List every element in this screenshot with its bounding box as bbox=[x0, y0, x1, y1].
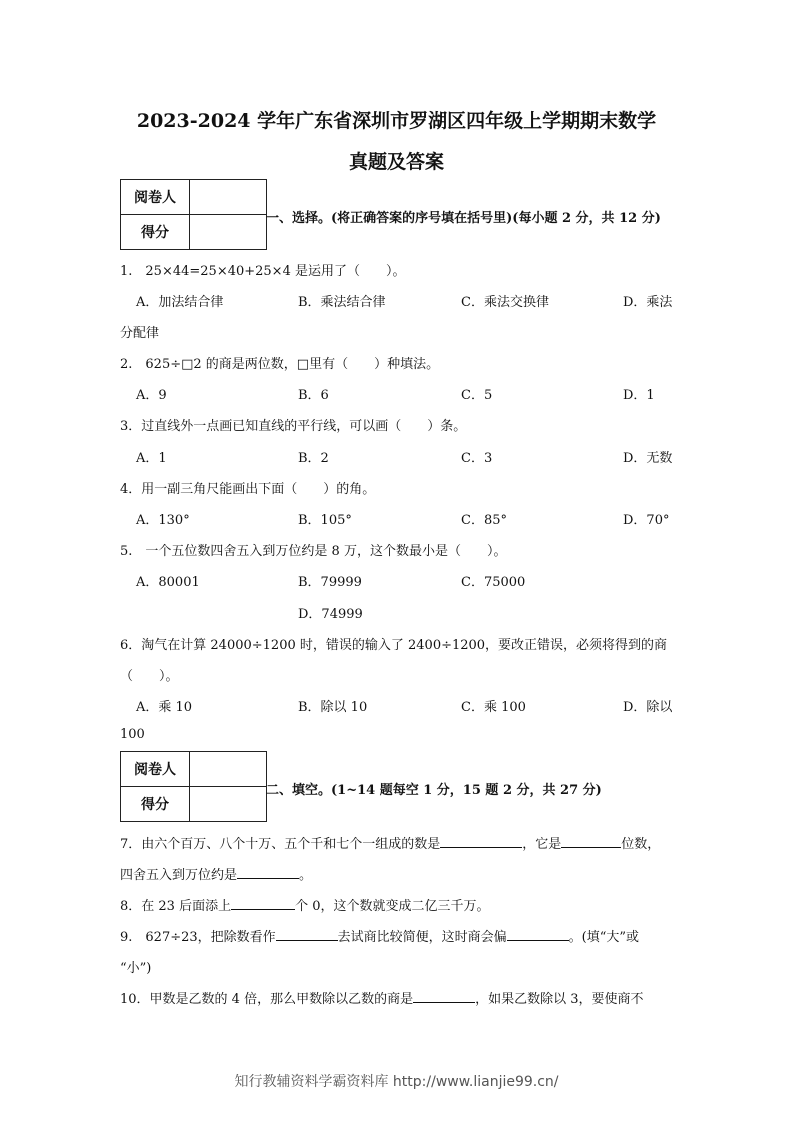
question-8 bbox=[120, 895, 489, 914]
q1-option-b: B．乘法结合律 bbox=[298, 295, 386, 310]
q3-option-a: A．1 bbox=[136, 451, 167, 466]
q1-option-d-cont: 分配律 bbox=[120, 326, 160, 341]
reviewer-cell bbox=[190, 752, 267, 787]
section-heading-choice: 一、选择。(将正确答案的序号填在括号里)(每小题 2 分，共 12 分) bbox=[266, 211, 661, 226]
q5-option-d: D．74999 bbox=[298, 607, 363, 622]
score-label: 得分 bbox=[121, 215, 190, 250]
q7-text-1: 7．由六个百万、八个十万、五个千和七个一组成的数是 bbox=[120, 837, 441, 852]
q2-option-c: C．5 bbox=[461, 388, 493, 403]
q6-option-c: C．乘 100 bbox=[461, 700, 526, 715]
q9-blank-2[interactable] bbox=[507, 926, 569, 941]
question-6-stem-cont: （ ）。 bbox=[120, 669, 179, 684]
q9-text-3: 。(填“大”或 bbox=[568, 930, 640, 945]
q6-option-d: D．除以 bbox=[623, 700, 673, 715]
question-10 bbox=[120, 988, 643, 1007]
q7-text-3: 位数， bbox=[621, 837, 661, 852]
q7-text-5: 。 bbox=[299, 868, 313, 883]
q4-option-b: B．105° bbox=[298, 513, 352, 528]
q1-option-a: A．加法结合律 bbox=[136, 295, 224, 310]
document-title-line2: 真题及答案 bbox=[348, 151, 444, 173]
q4-option-d: D．70° bbox=[623, 513, 670, 528]
q2-option-d: D．1 bbox=[623, 388, 655, 403]
q7-blank-1[interactable] bbox=[440, 833, 522, 848]
question-5-stem: 5. 一个五位数四舍五入到万位约是 8 万，这个数最小是（ ）。 bbox=[120, 544, 507, 559]
q6-option-d-cont: 100 bbox=[120, 727, 145, 742]
q4-option-c: C．85° bbox=[461, 513, 507, 528]
question-6-stem: 6．淘气在计算 24000÷1200 时，错误的输入了 2400÷1200，要改正错误，必须将得到的商 bbox=[120, 638, 668, 653]
score-cell bbox=[190, 787, 267, 822]
q6-option-b: B．除以 10 bbox=[298, 700, 368, 715]
q5-option-c: C．75000 bbox=[461, 575, 526, 590]
q8-text-1: 8．在 23 后面添上 bbox=[120, 899, 232, 914]
question-9-line1 bbox=[120, 926, 639, 945]
reviewer-cell bbox=[190, 180, 267, 215]
q7-blank-2[interactable] bbox=[561, 833, 621, 848]
q3-option-c: C．3 bbox=[461, 451, 493, 466]
q3-option-d: D．无数 bbox=[623, 451, 673, 466]
q10-text-1: 10．甲数是乙数的 4 倍，那么甲数除以乙数的商是 bbox=[120, 992, 414, 1007]
question-3-stem: 3．过直线外一点画已知直线的平行线，可以画（ ）条。 bbox=[120, 419, 467, 434]
question-4-stem: 4．用一副三角尺能画出下面（ ）的角。 bbox=[120, 482, 376, 497]
reviewer-label: 阅卷人 bbox=[121, 752, 190, 787]
question-7-line1 bbox=[120, 833, 660, 852]
q9-blank-1[interactable] bbox=[276, 926, 338, 941]
score-table-2 bbox=[120, 751, 267, 822]
q9-text-2: 去试商比较简便，这时商会偏 bbox=[337, 930, 507, 945]
q1-option-d: D．乘法 bbox=[623, 295, 673, 310]
page-footer: 知行教辅资料学霸资料库 http://www.lianjie99.cn/ bbox=[234, 1074, 559, 1090]
q4-option-a: A．130° bbox=[136, 513, 190, 528]
q5-option-b: B．79999 bbox=[298, 575, 362, 590]
q2-option-b: B．6 bbox=[298, 388, 329, 403]
question-2-stem: 2. 625÷□2 的商是两位数，□里有（ ）种填法。 bbox=[120, 357, 440, 372]
q7-text-4: 四舍五入到万位约是 bbox=[120, 868, 238, 883]
q7-blank-3[interactable] bbox=[237, 864, 299, 879]
q10-text-2: ，如果乙数除以 3，要使商不 bbox=[475, 992, 644, 1007]
q8-blank-1[interactable] bbox=[231, 895, 295, 910]
q10-blank-1[interactable] bbox=[413, 988, 475, 1003]
question-9-line2: “小”) bbox=[120, 961, 152, 976]
q2-option-a: A．9 bbox=[136, 388, 167, 403]
q8-text-2: 个 0，这个数就变成二亿三千万。 bbox=[295, 899, 490, 914]
score-cell bbox=[190, 215, 267, 250]
score-table-1 bbox=[120, 179, 267, 250]
score-label: 得分 bbox=[121, 787, 190, 822]
q6-option-a: A．乘 10 bbox=[136, 700, 193, 715]
question-1-stem: 1. 25×44=25×40+25×4 是运用了（ ）。 bbox=[120, 264, 406, 279]
q3-option-b: B．2 bbox=[298, 451, 329, 466]
q1-option-c: C．乘法交换律 bbox=[461, 295, 549, 310]
q9-text-1: 9. 627÷23，把除数看作 bbox=[120, 930, 276, 945]
q5-option-a: A．80001 bbox=[136, 575, 200, 590]
section-heading-fill: 二、填空。(1~14 题每空 1 分，15 题 2 分，共 27 分) bbox=[266, 783, 602, 798]
q7-text-2: ，它是 bbox=[522, 837, 562, 852]
document-title-line1: 2023-2024 学年广东省深圳市罗湖区四年级上学期期末数学 bbox=[136, 110, 657, 132]
reviewer-label: 阅卷人 bbox=[121, 180, 190, 215]
question-7-line2 bbox=[120, 864, 312, 883]
